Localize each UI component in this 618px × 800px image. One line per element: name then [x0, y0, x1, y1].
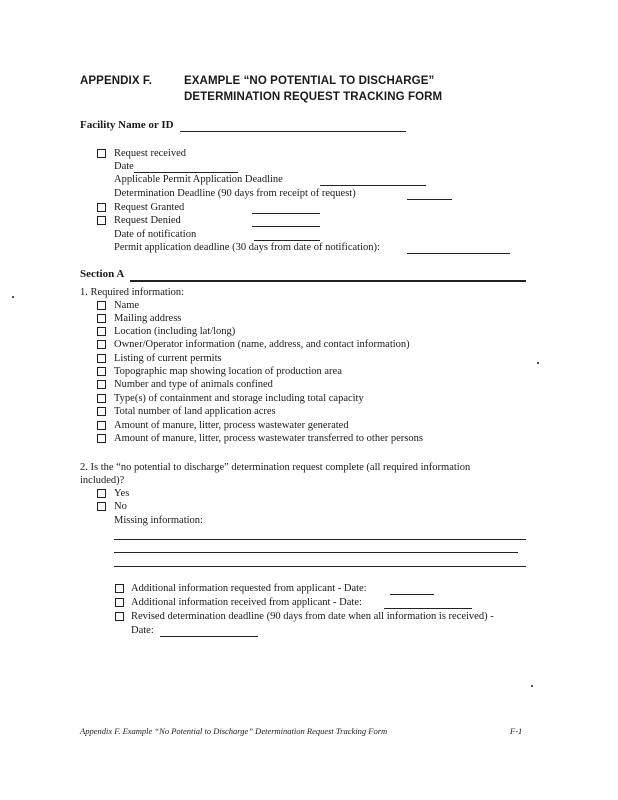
required-item-label: Amount of manure, litter, process wastewater transferred to other persons	[114, 433, 423, 444]
revised-deadline-input-line[interactable]	[160, 636, 258, 637]
required-item-checkbox[interactable]	[97, 434, 106, 443]
additional-received-input-line[interactable]	[384, 608, 472, 609]
required-item-checkbox[interactable]	[97, 314, 106, 323]
missing-information-label: Missing information:	[114, 515, 203, 526]
required-item-label: Type(s) of containment and storage including total capacity	[114, 393, 364, 404]
determination-deadline-label: Determination Deadline (90 days from receipt of request)	[114, 188, 356, 199]
required-item-label: Listing of current permits	[114, 353, 222, 364]
required-item-checkbox[interactable]	[97, 380, 106, 389]
required-item-label: Name	[114, 300, 140, 311]
permit-deadline-input-line[interactable]	[320, 185, 426, 186]
revised-deadline-date-label: Date:	[131, 625, 154, 636]
scan-speck	[12, 296, 14, 298]
additional-received-label: Additional information received from applicant - Date:	[131, 597, 362, 608]
footer-page-number: F-1	[510, 726, 523, 736]
yes-label: Yes	[114, 488, 130, 499]
determination-deadline-input-line[interactable]	[407, 199, 452, 200]
required-item-label: Location (including lat/long)	[114, 326, 236, 337]
request-granted-label: Request Granted	[114, 202, 185, 213]
footer-title: Appendix F. Example “No Potential to Discharge” Determination Request Tracking Form	[80, 726, 388, 736]
request-denied-label: Request Denied	[114, 215, 181, 226]
permit-app-deadline-input-line[interactable]	[407, 253, 510, 254]
required-item-checkbox[interactable]	[97, 301, 106, 310]
missing-info-line[interactable]	[114, 552, 518, 553]
question-2-line2: included)?	[80, 475, 125, 486]
required-item-label: Topographic map showing location of production area	[114, 366, 342, 377]
additional-requested-checkbox[interactable]	[115, 584, 124, 593]
request-denied-checkbox[interactable]	[97, 216, 106, 225]
required-item-label: Owner/Operator information (name, address, and contact information)	[114, 339, 410, 350]
section-a-title: Section A	[80, 268, 125, 280]
additional-requested-input-line[interactable]	[390, 594, 434, 595]
form-title-line2: DETERMINATION REQUEST TRACKING FORM	[184, 91, 443, 103]
question-2-line1: 2. Is the “no potential to discharge” determination request complete (all required information	[80, 462, 471, 473]
required-item-checkbox[interactable]	[97, 354, 106, 363]
missing-info-line[interactable]	[114, 539, 526, 540]
question-1-label: 1. Required information:	[80, 287, 185, 298]
request-received-label: Request received	[114, 148, 187, 159]
scan-speck	[531, 685, 533, 687]
additional-requested-label: Additional information requested from applicant - Date:	[131, 583, 367, 594]
required-item-checkbox[interactable]	[97, 421, 106, 430]
appendix-label: APPENDIX F.	[80, 75, 153, 87]
additional-received-checkbox[interactable]	[115, 598, 124, 607]
no-label: No	[114, 501, 127, 512]
section-a-rule	[130, 280, 526, 282]
permit-deadline-label: Applicable Permit Application Deadline	[114, 174, 283, 185]
required-item-label: Total number of land application acres	[114, 406, 276, 417]
required-item-checkbox[interactable]	[97, 407, 106, 416]
facility-input-line[interactable]	[180, 131, 406, 132]
date-notification-label: Date of notification	[114, 229, 197, 240]
scan-speck	[537, 362, 539, 364]
yes-checkbox[interactable]	[97, 489, 106, 498]
required-item-checkbox[interactable]	[97, 394, 106, 403]
required-item-label: Mailing address	[114, 313, 182, 324]
required-item-label: Number and type of animals confined	[114, 379, 273, 390]
request-granted-checkbox[interactable]	[97, 203, 106, 212]
request-granted-input-line[interactable]	[252, 213, 320, 214]
missing-info-line[interactable]	[114, 566, 526, 567]
required-item-checkbox[interactable]	[97, 367, 106, 376]
permit-app-deadline-label: Permit application deadline (30 days from date of notification):	[114, 242, 380, 253]
request-denied-input-line[interactable]	[252, 226, 320, 227]
required-item-checkbox[interactable]	[97, 327, 106, 336]
date-label: Date	[114, 161, 134, 172]
form-title-line1: EXAMPLE “NO POTENTIAL TO DISCHARGE”	[184, 75, 435, 87]
facility-label: Facility Name or ID	[80, 119, 174, 131]
revised-deadline-checkbox[interactable]	[115, 612, 124, 621]
required-item-checkbox[interactable]	[97, 340, 106, 349]
request-received-checkbox[interactable]	[97, 149, 106, 158]
no-checkbox[interactable]	[97, 502, 106, 511]
revised-deadline-line1: Revised determination deadline (90 days from date when all information is received) -	[131, 611, 494, 622]
required-item-label: Amount of manure, litter, process wastewater generated	[114, 420, 349, 431]
